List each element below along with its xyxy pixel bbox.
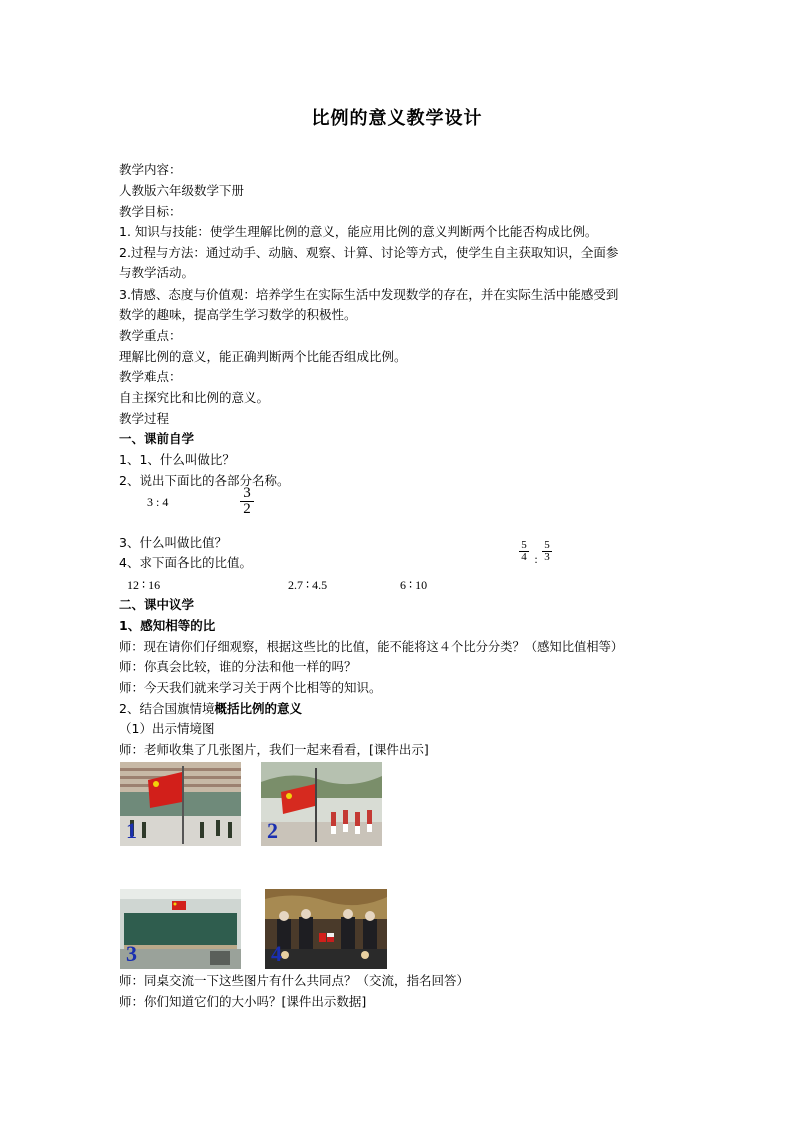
- fraction-denominator: 2: [243, 501, 251, 517]
- fraction-pair-separator: :: [534, 552, 538, 566]
- ratio-example: 3 : 4: [147, 495, 169, 509]
- fraction-pair-second: [542, 540, 552, 563]
- ratio-a: 12 ∶ 16: [127, 578, 161, 592]
- fraction-example: [240, 486, 254, 517]
- question-2: 2、说出下面比的各部分名称。: [119, 473, 290, 488]
- photo-number: 2: [267, 818, 278, 843]
- goal-2-line-1: 2.过程与方法：通过动手、动脑、观察、计算、讨论等方式，使学生自主获取知识，全面参: [119, 245, 619, 260]
- content-text: 人教版六年级数学下册: [119, 183, 245, 198]
- ratio-c: 6 ∶ 10: [400, 578, 428, 592]
- photo-number: 3: [126, 941, 137, 966]
- fraction-pair-first: [519, 540, 529, 563]
- goal-2-line-2: 与教学活动。: [119, 265, 195, 280]
- fraction-pair-second-numerator: 5: [544, 539, 550, 551]
- flag-photo-1: [120, 762, 241, 846]
- section-2-title: 二、课中议学: [119, 597, 195, 612]
- goal-3-line-1: 3.情感、态度与价值观：培养学生在实际生活中发现数学的存在，并在实际生活中能感受到: [119, 287, 619, 302]
- teacher-line-5: 师：同桌交流一下这些图片有什么共同点？（交流，指名回答）: [119, 973, 470, 988]
- teacher-line-1: 师：现在请你们仔细观察，根据这些比的比值，能不能将这４个比分分类？（感知比值相等）: [119, 640, 624, 654]
- teacher-line-2: 师：你真会比较，谁的分法和他一样的吗？: [119, 659, 357, 674]
- fraction-pair-first-numerator: 5: [521, 539, 527, 551]
- question-1: 1、1、什么叫做比？: [119, 452, 235, 467]
- flag-photo-3: [120, 889, 241, 969]
- key-text: 理解比例的意义，能正确判断两个比能否组成比例。: [119, 349, 407, 364]
- section-1-title: 一、课前自学: [119, 431, 195, 446]
- document-title: 比例的意义教学设计: [311, 108, 483, 129]
- photo-number: 4: [271, 941, 282, 966]
- difficult-text: 自主探究比和比例的意义。: [119, 390, 270, 405]
- ratio-b: 2.7 ∶ 4.5: [288, 578, 328, 592]
- flag-photo-4: [265, 889, 387, 969]
- flag-photo-2: [261, 762, 382, 846]
- teacher-line-4: 师：老师收集了几张图片，我们一起来看看，[课件出示]: [119, 742, 429, 757]
- fraction-pair-second-denominator: 3: [544, 551, 550, 563]
- section-2-item-2: [119, 701, 302, 717]
- fraction-numerator: 3: [243, 485, 251, 501]
- section-2-item-1: 1、感知相等的比: [119, 618, 216, 633]
- sub-item-1: （1）出示情境图: [119, 721, 215, 736]
- difficult-label: 教学难点：: [119, 369, 182, 384]
- teacher-line-6: 师：你们知道它们的大小吗？[课件出示数据]: [119, 994, 367, 1009]
- photo-number: 1: [126, 818, 137, 843]
- content-label: 教学内容：: [119, 162, 182, 177]
- section-2-item-2-bold: 概括比例的意义: [214, 701, 302, 716]
- goal-3-line-2: 数学的趣味，提高学生学习数学的积极性。: [119, 307, 357, 322]
- goal-1: 1. 知识与技能：使学生理解比例的意义，能应用比例的意义判断两个比能否构成比例。: [119, 224, 598, 239]
- question-4: 4、求下面各比的比值。: [119, 555, 252, 570]
- teacher-line-3: 师：今天我们就来学习关于两个比相等的知识。: [119, 680, 382, 695]
- fraction-pair-first-denominator: 4: [521, 551, 527, 563]
- question-3: 3、什么叫做比值？: [119, 535, 227, 550]
- section-2-item-2-prefix: 2、结合国旗情境: [119, 701, 215, 716]
- goals-label: 教学目标：: [119, 204, 182, 219]
- process-label: 教学过程: [119, 411, 170, 426]
- key-label: 教学重点：: [119, 328, 182, 343]
